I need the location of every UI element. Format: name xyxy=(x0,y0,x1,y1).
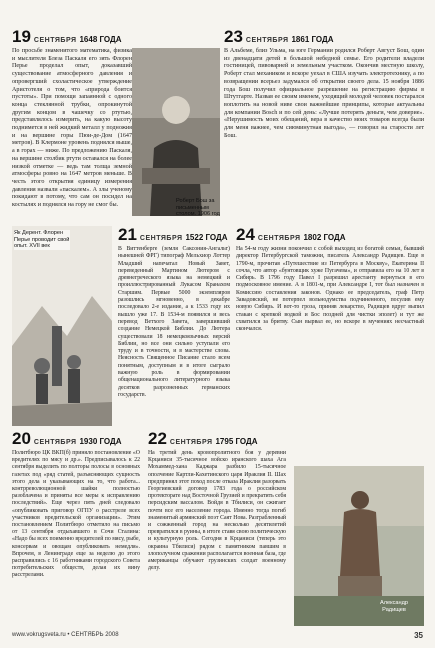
entry-day: 22 xyxy=(148,429,167,448)
entry-text: В Альбеме, близ Ульма, на юге Германии родился Роберт Август Бош, один из двенадцати детей в большой небедной семье. Его родители владели гостиницей, пивоварней и земельным участком. Окончив местную школу, Роберт стал механиком и вскоре уехал в США изучать электротехнику, а по возвращении всерьез задумался об открытии своего дела. 15 ноября 1886 года Бош получил официальное разрешение на регистрацию фирмы в Штутгарте. Назвав ее своим именем, уходящий молодой человек постарался воплотить на новой ниве свои важнейшие принципы, которые актуальны для компании Bosch и по сей день: «Лучше потерять деньги, чем доверие». «Нерушимость моих обещаний, вера в качество моих товаров всегда были для меня важнее, чем сиюминутная выгода», — говорил на старости лет Бош. xyxy=(224,48,424,139)
entry-day: 24 xyxy=(236,225,255,244)
entry-text: На 54-м году жизни покончил с собой выходец из богатой семьи, бывший директор Петербургской таможни, писатель Александр Радищев. Еще в 1790-м, прочитав «Путешествие из Петербурга в Москву», Екатерина II сочла, что автор «бунтовщик хуже Пугачева», и отправила его на 10 лет в Сибирь. В 1796 году Павел I разрешил арестанту вернуться в его подмосковное имение. А в 1801-м, при Александре I, тот был назначен в Комиссию составления законов. Однако ее председатель, граф Петр Завадовский, не потерпел вольнодумства подчиненного, посулив ему новую Сибирь. И вот-то гроза, приняв лекарство, Радищев вдруг выпил стакан с крепкой водкой и Бос поздней для чистки эполет) и тут же схватился за бритву. Сын вырвал ее, но вскоре в мучениях несчастный скончался. xyxy=(236,246,424,333)
entry-21 xyxy=(118,226,230,399)
entry-header xyxy=(148,430,286,447)
entry-header xyxy=(224,28,424,45)
page-number: 35 xyxy=(414,630,423,640)
entry-year: 1795 ГОДА xyxy=(215,437,258,446)
entry-22 xyxy=(148,430,286,572)
entry-24 xyxy=(236,226,424,334)
bosch-photo xyxy=(132,48,220,216)
perier-caption: Як Дерент. Флорен Перье проводит свой опыт. XVII век xyxy=(14,230,70,250)
entry-year: 1648 ГОДА xyxy=(79,35,122,44)
entry-month: СЕНТЯБРЯ xyxy=(245,37,289,44)
engraving-illustration xyxy=(12,226,112,426)
entry-day: 19 xyxy=(12,27,31,46)
entry-day: 20 xyxy=(12,429,31,448)
entry-text: В Виттенберге (земля Саксония-Ангальт) нынешней ФРГ) типограф Мельхиор Лоттер Младший напечатал Новый Завет, переведенный Мартином Лютером с древнегреческого языка на немецкий и проиллюстрированный Лукасом Кранахом Старшим. Первые 5000 экземпляров разошлись мгновенно, в декабре последовало 2-е издание, а к 1533 году их вышло уже 17. В 1534-м появился и весь перевод Ветхого Завета, завершивший создание Немецкой Библии. До Лютера существовали 18 немецкоязычных версий Библии, но все они сильно уступали его труду и в точности, и в мастерстве слова. Неясность Священное Писание стало всем понятным, доступным и в итоге сыграло важную роль в формировании общенационального литературного языка десятков разрозненных германских государств. xyxy=(118,246,230,398)
bosch-caption: Роберт Бош за письменным столом. 1906 год xyxy=(176,198,220,218)
footer-url[interactable]: www.vokrugsveta.ru xyxy=(12,632,66,638)
entry-20 xyxy=(12,430,140,580)
entry-month: СЕНТЯБРЯ xyxy=(257,235,301,242)
entry-month: СЕНТЯБРЯ xyxy=(169,439,213,446)
radishchev-caption: Александр Радищев xyxy=(380,600,408,613)
entry-day: 21 xyxy=(118,225,137,244)
entry-year: 1802 ГОДА xyxy=(303,233,346,242)
entry-text: По просьбе знаменитого математика, физика и мыслителя Блеза Паскаля его зять Флорен Перье проделал опыт, доказавший существование атмосферного давления и опровергший схоластическое утверждение Аристотеля о том, что «природа боится пустоты». При помощи запаянной с одного конца стеклянной трубки, опрокинутой другим концом в чашечку со ртутью, представлялось измерить, на какую высоту поднимется в ней жидкий металл у подножия и на вершине горы Пюи-де-Дом (1647 метров). В Клермоне уровень поднялся выше, а в горах — ниже. По предложению Паскаля, на вершине столбик ртути оставался на более низкой отметке — ведь там толща земной атмосферы ровно на 1647 метров меньше. В честь этого открытия единицу измерения давления назвали «паскалем». А злы ученому покидают в потому, что сам он посидел на костылях и поднялся на гору не смог бы. xyxy=(12,48,132,209)
entry-year: 1861 ГОДА xyxy=(291,35,334,44)
entry-month: СЕНТЯБРЯ xyxy=(139,235,183,242)
entry-header xyxy=(118,226,230,243)
entry-month: СЕНТЯБРЯ xyxy=(33,439,77,446)
bosch-portrait-illustration xyxy=(132,48,220,216)
footer-issue: • СЕНТЯБРЬ 2008 xyxy=(67,632,119,638)
entry-day: 23 xyxy=(224,27,243,46)
entry-year: 1522 ГОДА xyxy=(185,233,228,242)
entry-text: Политбюро ЦК ВКП(б) приняло постановление «О вредителях по мясу и др.». Предписывалось к 22 сентября выделить по полторы полосы в основных газетах под «ряд статей, разъясняющих сущность этого дела и указывающих на то, что работа... контрреволюционной шайки полностью разоблачена и приняты все меры к исправлению последствий». Еще через пять дней следовало «опубликовать приговор ОГПУ о расстреле всех участников вредительской организации». Этим постановлением Политбюро отметило на письмо от 13 сентября отдыхавшего в Сочи Сталина: «Надо бы всех поименно вредителей по мясу, рыбе, консервам и овощам опубликовать немедля». Впрочем, в Ленинграде еще за неделю до этого расправились с 16 работниками городского Совета потребительских обществ, делая их вину расстрелами. xyxy=(12,450,140,579)
entry-23 xyxy=(224,28,424,140)
entry-header xyxy=(236,226,424,243)
perier-illustration xyxy=(12,226,112,426)
footer-left xyxy=(12,632,119,638)
page-footer xyxy=(12,630,423,640)
entry-header xyxy=(12,430,140,447)
entry-header xyxy=(12,28,218,45)
entry-text: На третий день кровопролитного боя у деревни Крцаниси 35-тысячное войско иранского шаха Ага Мохаммед-хана Каджара разбило 15-тысячное ополчение Картли-Кахетинского царя Ираклия II. Шах предпринял этот поход после отказа Ираклия разорвать Георгиевский договор 1783 года о российском протекторате над Восточной Грузией и прекратить себя персидским вассалом. Войдя в Тбилиси, он сжигает почти все его население города. Именно тогда погиб знаменитый армянский поэт Саят Нова. Разграбленный и сожженный город на несколько десятилетий превратился в руины, в итоге ставя свою политическую и культурную роль. Сегодня в Крцаниси (теперь это окраина Тбилиси) рядом с памятником павшим в злополучном сражении располагается военная база, где американцы обучают грузинских солдат военному делу. xyxy=(148,450,286,572)
entry-month: СЕНТЯБРЯ xyxy=(33,37,77,44)
entry-year: 1930 ГОДА xyxy=(79,437,122,446)
